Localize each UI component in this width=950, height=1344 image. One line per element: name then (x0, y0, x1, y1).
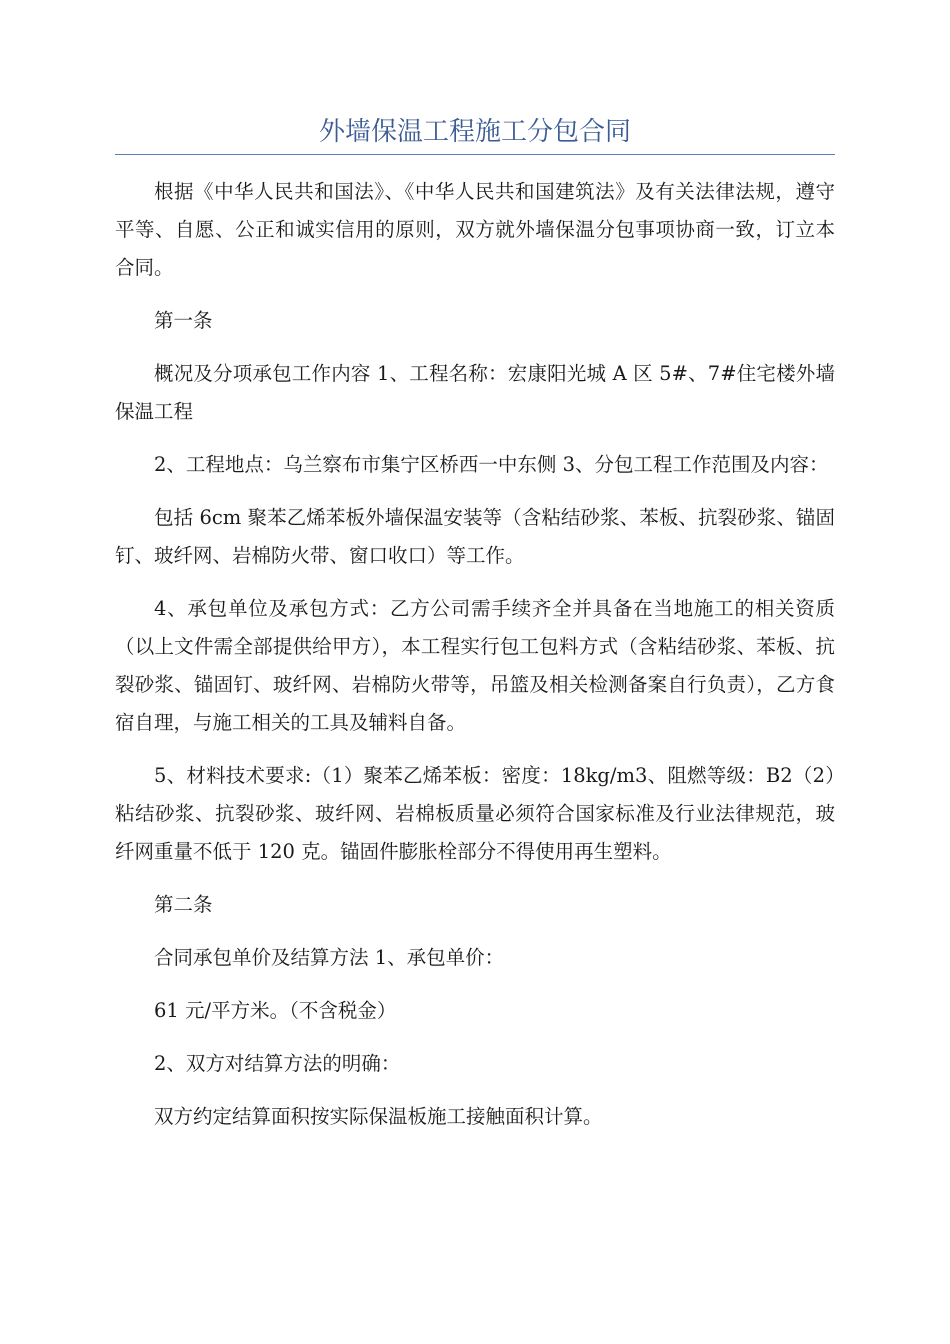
project-location-paragraph: 2、工程地点：乌兰察布市集宁区桥西一中东侧 3、分包工程工作范围及内容： (154, 453, 829, 476)
article-one-heading: 第一条 (154, 309, 213, 332)
document-title: 外墙保温工程施工分包合同 (318, 117, 631, 147)
settlement-method-heading: 2、双方对结算方法的明确： (154, 1052, 401, 1075)
work-scope-paragraph: 包括 6cm 聚苯乙烯苯板外墙保温安装等（含粘结砂浆、苯板、抗裂砂浆、锚固钉、玻纤网、岩棉防火带、窗口收口）等工作。 (115, 506, 835, 567)
article-two-heading: 第二条 (154, 893, 213, 916)
unit-price-heading: 合同承包单价及结算方法 1、承包单价： (154, 946, 505, 969)
unit-price-value: 61 元/平方米。（不含税金） (154, 999, 397, 1022)
document-body (115, 173, 835, 1151)
settlement-method-paragraph: 双方约定结算面积按实际保温板施工接触面积计算。 (154, 1105, 603, 1128)
contractor-paragraph: 4、承包单位及承包方式：乙方公司需手续齐全并具备在当地施工的相关资质（以上文件需全部提供给甲方），本工程实行包工包料方式（含粘结砂浆、苯板、抗裂砂浆、锚固钉、玻纤网、岩棉防火带等，吊篮及相关检测备案自行负责），乙方食宿自理，与施工相关的工具及辅料自备。 (115, 597, 835, 734)
material-requirements-paragraph: 5、材料技术要求:（1）聚苯乙烯苯板：密度：18kg/m3、阻燃等级：B2（2）粘结砂浆、抗裂砂浆、玻纤网、岩棉板质量必须符合国家标准及行业法律规范，玻纤网重量不低于 120 克。锚固件膨胀栓部分不得使用再生塑料。 (115, 764, 835, 863)
title-underline (115, 154, 835, 155)
preamble-paragraph: 根据《中华人民共和国法》、《中华人民共和国建筑法》及有关法律法规，遵守平等、自愿、公正和诚实信用的原则，双方就外墙保温分包事项协商一致，订立本合同。 (115, 180, 835, 279)
project-overview-paragraph: 概况及分项承包工作内容 1、工程名称：宏康阳光城 A 区 5#、7#住宅楼外墙保温工程 (115, 362, 835, 423)
